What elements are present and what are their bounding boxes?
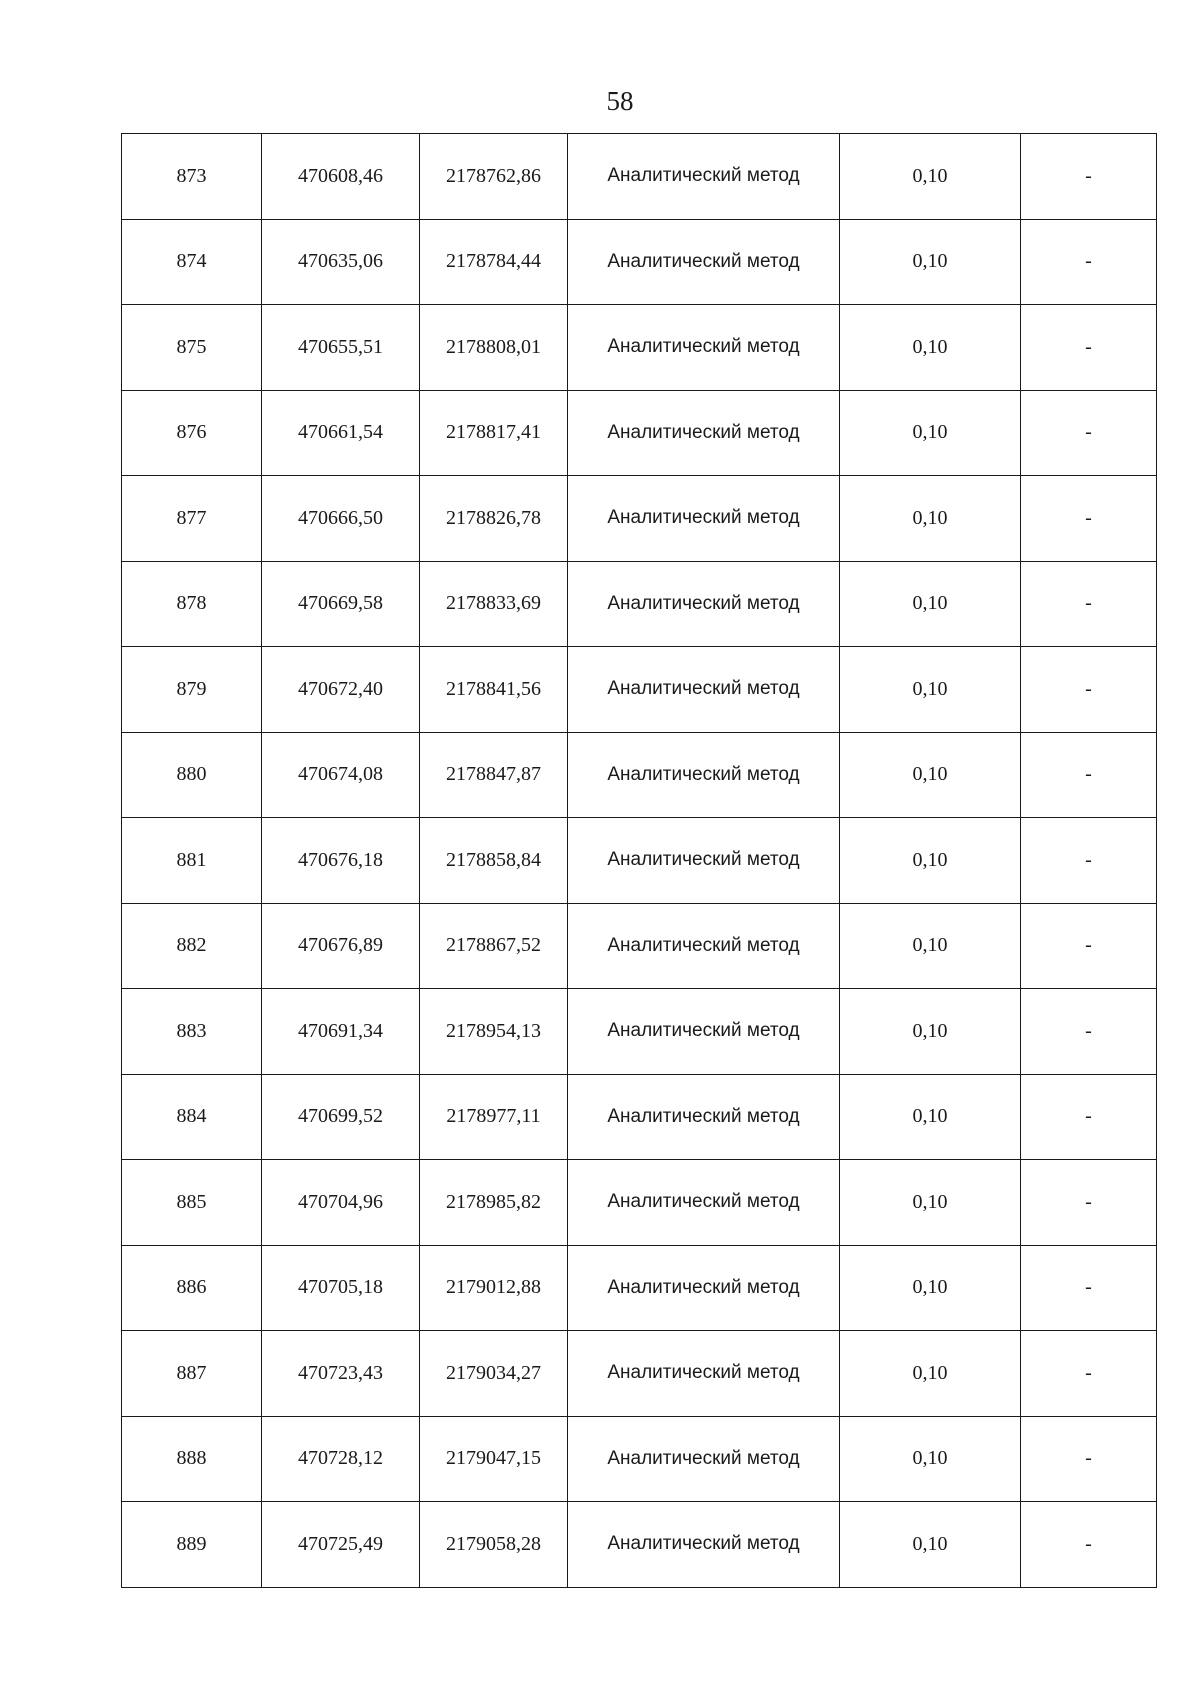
point-number-cell: 881 [122,818,262,904]
y-coordinate-cell: 2178784,44 [420,219,568,305]
error-cell: 0,10 [840,561,1021,647]
x-coordinate-cell: 470655,51 [262,305,420,391]
point-number-cell: 879 [122,647,262,733]
point-number-cell: 883 [122,989,262,1075]
point-number-cell: 885 [122,1160,262,1246]
y-coordinate-cell: 2178762,86 [420,134,568,220]
x-coordinate-cell: 470691,34 [262,989,420,1075]
error-cell: 0,10 [840,818,1021,904]
point-number-cell: 878 [122,561,262,647]
error-cell: 0,10 [840,1245,1021,1331]
error-cell: 0,10 [840,390,1021,476]
y-coordinate-cell: 2178833,69 [420,561,568,647]
x-coordinate-cell: 470669,58 [262,561,420,647]
error-cell: 0,10 [840,305,1021,391]
method-cell: Аналитический метод [568,818,840,904]
error-cell: 0,10 [840,1416,1021,1502]
table-row [122,561,1157,647]
x-coordinate-cell: 470723,43 [262,1331,420,1417]
note-cell: - [1021,1245,1157,1331]
method-cell: Аналитический метод [568,305,840,391]
coordinates-table [121,133,1157,1588]
x-coordinate-cell: 470674,08 [262,732,420,818]
x-coordinate-cell: 470676,89 [262,903,420,989]
y-coordinate-cell: 2178954,13 [420,989,568,1075]
x-coordinate-cell: 470728,12 [262,1416,420,1502]
y-coordinate-cell: 2178867,52 [420,903,568,989]
y-coordinate-cell: 2178858,84 [420,818,568,904]
x-coordinate-cell: 470635,06 [262,219,420,305]
y-coordinate-cell: 2179058,28 [420,1502,568,1588]
x-coordinate-cell: 470672,40 [262,647,420,733]
table-row [122,390,1157,476]
table-row [122,305,1157,391]
error-cell: 0,10 [840,219,1021,305]
table-row [122,1074,1157,1160]
point-number-cell: 882 [122,903,262,989]
note-cell: - [1021,305,1157,391]
note-cell: - [1021,1160,1157,1246]
error-cell: 0,10 [840,989,1021,1075]
method-cell: Аналитический метод [568,1331,840,1417]
table-row [122,989,1157,1075]
note-cell: - [1021,647,1157,733]
point-number-cell: 880 [122,732,262,818]
point-number-cell: 889 [122,1502,262,1588]
error-cell: 0,10 [840,732,1021,818]
error-cell: 0,10 [840,476,1021,562]
table-row [122,818,1157,904]
note-cell: - [1021,1331,1157,1417]
y-coordinate-cell: 2179047,15 [420,1416,568,1502]
method-cell: Аналитический метод [568,1416,840,1502]
method-cell: Аналитический метод [568,390,840,476]
point-number-cell: 886 [122,1245,262,1331]
x-coordinate-cell: 470676,18 [262,818,420,904]
x-coordinate-cell: 470666,50 [262,476,420,562]
point-number-cell: 876 [122,390,262,476]
table-row [122,1502,1157,1588]
x-coordinate-cell: 470725,49 [262,1502,420,1588]
page-number: 58 [606,86,634,116]
y-coordinate-cell: 2178826,78 [420,476,568,562]
y-coordinate-cell: 2178985,82 [420,1160,568,1246]
note-cell: - [1021,1416,1157,1502]
note-cell: - [1021,219,1157,305]
method-cell: Аналитический метод [568,1502,840,1588]
x-coordinate-cell: 470699,52 [262,1074,420,1160]
note-cell: - [1021,390,1157,476]
error-cell: 0,10 [840,1160,1021,1246]
method-cell: Аналитический метод [568,561,840,647]
method-cell: Аналитический метод [568,1074,840,1160]
point-number-cell: 887 [122,1331,262,1417]
note-cell: - [1021,561,1157,647]
method-cell: Аналитический метод [568,1245,840,1331]
note-cell: - [1021,732,1157,818]
coordinates-table-body [122,134,1157,1588]
error-cell: 0,10 [840,647,1021,733]
table-row [122,1416,1157,1502]
method-cell: Аналитический метод [568,989,840,1075]
method-cell: Аналитический метод [568,732,840,818]
table-row [122,1331,1157,1417]
note-cell: - [1021,476,1157,562]
method-cell: Аналитический метод [568,476,840,562]
method-cell: Аналитический метод [568,903,840,989]
point-number-cell: 873 [122,134,262,220]
method-cell: Аналитический метод [568,647,840,733]
method-cell: Аналитический метод [568,1160,840,1246]
point-number-cell: 877 [122,476,262,562]
method-cell: Аналитический метод [568,134,840,220]
x-coordinate-cell: 470661,54 [262,390,420,476]
table-row [122,476,1157,562]
point-number-cell: 888 [122,1416,262,1502]
note-cell: - [1021,1502,1157,1588]
table-row [122,219,1157,305]
table-row [122,903,1157,989]
note-cell: - [1021,989,1157,1075]
error-cell: 0,10 [840,1074,1021,1160]
y-coordinate-cell: 2178841,56 [420,647,568,733]
y-coordinate-cell: 2179034,27 [420,1331,568,1417]
error-cell: 0,10 [840,134,1021,220]
table-row [122,732,1157,818]
y-coordinate-cell: 2178817,41 [420,390,568,476]
error-cell: 0,10 [840,903,1021,989]
y-coordinate-cell: 2178808,01 [420,305,568,391]
error-cell: 0,10 [840,1331,1021,1417]
x-coordinate-cell: 470704,96 [262,1160,420,1246]
x-coordinate-cell: 470705,18 [262,1245,420,1331]
note-cell: - [1021,903,1157,989]
point-number-cell: 875 [122,305,262,391]
note-cell: - [1021,134,1157,220]
y-coordinate-cell: 2178847,87 [420,732,568,818]
x-coordinate-cell: 470608,46 [262,134,420,220]
note-cell: - [1021,818,1157,904]
y-coordinate-cell: 2179012,88 [420,1245,568,1331]
table-row [122,647,1157,733]
point-number-cell: 874 [122,219,262,305]
error-cell: 0,10 [840,1502,1021,1588]
table-row [122,1245,1157,1331]
y-coordinate-cell: 2178977,11 [420,1074,568,1160]
point-number-cell: 884 [122,1074,262,1160]
table-row [122,1160,1157,1246]
note-cell: - [1021,1074,1157,1160]
method-cell: Аналитический метод [568,219,840,305]
table-row [122,134,1157,220]
